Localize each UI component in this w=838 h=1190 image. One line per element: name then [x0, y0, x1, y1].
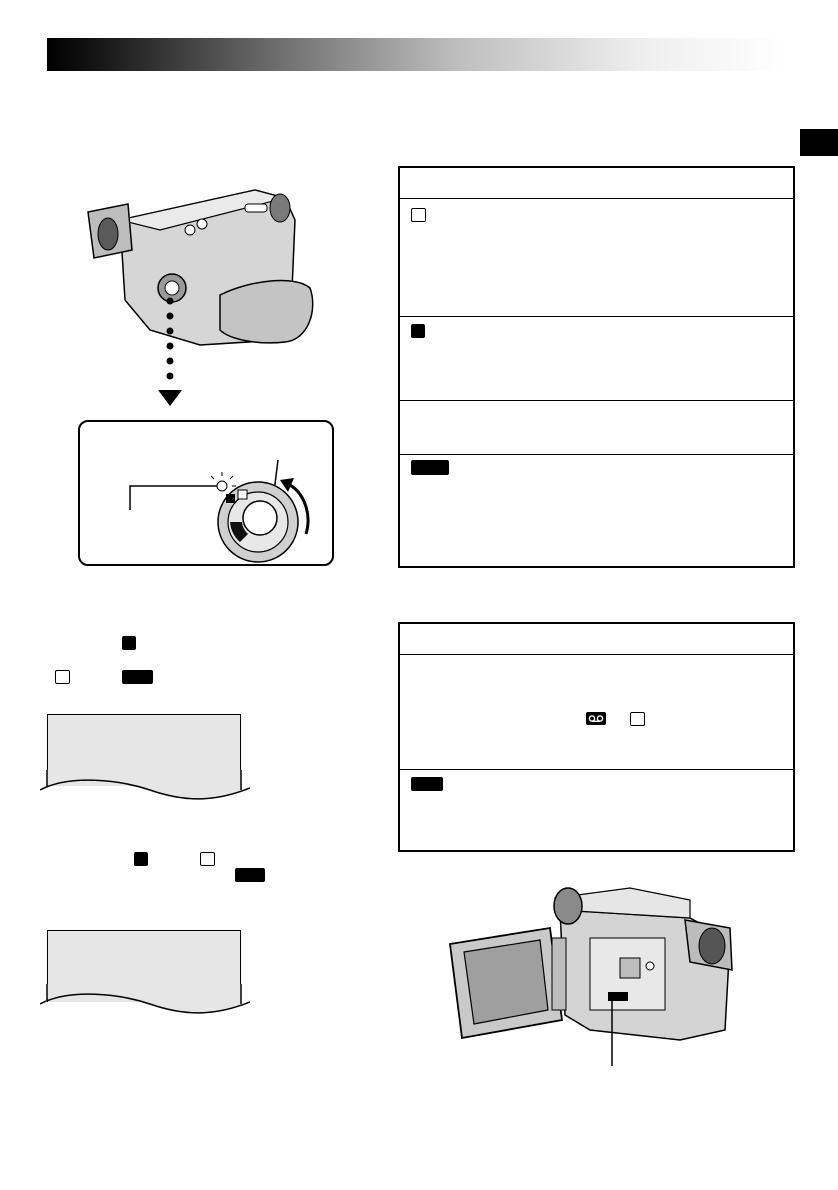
- table-row-divider: [400, 769, 793, 770]
- manual-mode-icon: [55, 670, 70, 684]
- camcorder-top-illustration: [80, 180, 340, 410]
- section-tab: [800, 129, 838, 156]
- manual-mode-icon: [200, 852, 215, 866]
- power-mode-table: [398, 166, 795, 568]
- tape-icon: [586, 712, 606, 725]
- table-row-divider: [400, 400, 793, 401]
- auto-mode-icon: [411, 324, 425, 338]
- play-mode-icon: [411, 460, 449, 475]
- auto-mode-icon: [134, 852, 148, 866]
- table-row-divider: [400, 454, 793, 455]
- dsc-mode-icon: [411, 777, 443, 791]
- card-torn-edge: [40, 770, 250, 810]
- play-mode-icon: [122, 670, 153, 684]
- table-row-divider: [400, 316, 793, 317]
- dsc-mode-icon: [235, 868, 265, 882]
- header-title-bar: [47, 38, 787, 71]
- camcorder-open-lcd-illustration: [440, 880, 740, 1070]
- table-header-divider: [400, 198, 793, 199]
- card-torn-edge: [40, 984, 250, 1024]
- power-dial-closeup: [78, 420, 334, 566]
- manual-mode-icon: [411, 208, 426, 222]
- auto-mode-icon: [122, 636, 136, 650]
- manual-mode-icon: [630, 712, 645, 726]
- table-header-divider: [400, 654, 793, 655]
- recording-mode-table: [398, 622, 795, 852]
